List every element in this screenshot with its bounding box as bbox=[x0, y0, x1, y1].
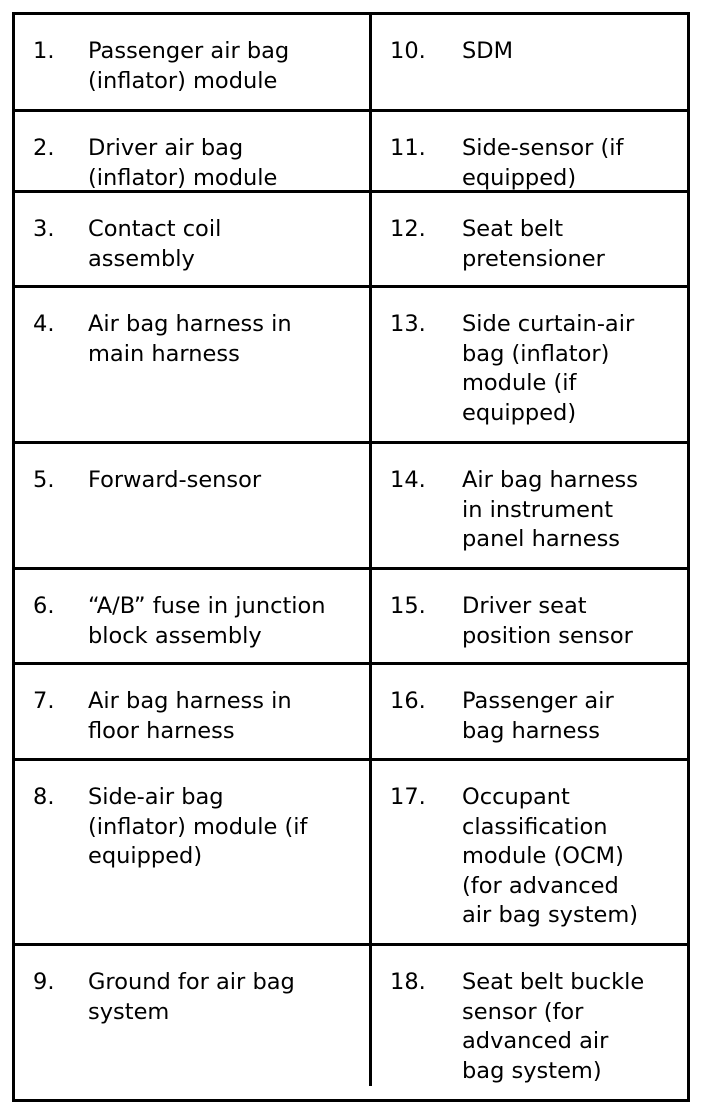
item-label: Forward-sensor bbox=[88, 467, 262, 493]
legend-cell-16 bbox=[372, 665, 687, 758]
item-label: Side-sensor (if equipped) bbox=[462, 135, 624, 191]
item-number: 11. bbox=[390, 135, 426, 161]
legend-cell-4 bbox=[15, 288, 372, 441]
legend-cell-11 bbox=[372, 112, 687, 190]
component-legend-table bbox=[12, 12, 690, 1102]
item-number: 9. bbox=[33, 969, 55, 995]
item-label: SDM bbox=[462, 38, 514, 64]
item-label: Occupant classification module (OCM) (for advanced air bag system) bbox=[462, 784, 639, 928]
legend-cell-5 bbox=[15, 444, 372, 567]
item-label: Passenger air bag harness bbox=[462, 688, 614, 744]
item-label: Passenger air bag (inflator) module bbox=[88, 38, 290, 94]
item-number: 6. bbox=[33, 593, 55, 619]
legend-cell-2 bbox=[15, 112, 372, 190]
item-label: Driver air bag (inflator) module bbox=[88, 135, 278, 191]
legend-cell-18 bbox=[372, 946, 687, 1086]
legend-row-5 bbox=[15, 444, 687, 570]
legend-cell-14 bbox=[372, 444, 687, 567]
legend-cell-6 bbox=[15, 570, 372, 662]
item-label: Driver seat position sensor bbox=[462, 593, 633, 649]
item-number: 16. bbox=[390, 688, 426, 714]
legend-cell-15 bbox=[372, 570, 687, 662]
item-number: 10. bbox=[390, 38, 426, 64]
legend-row-7 bbox=[15, 665, 687, 761]
legend-cell-10 bbox=[372, 15, 687, 109]
item-number: 4. bbox=[33, 311, 55, 337]
legend-cell-13 bbox=[372, 288, 687, 441]
item-label: Side curtain-air bag (inflator) module (if equipped) bbox=[462, 311, 635, 426]
item-label: Air bag harness in main harness bbox=[88, 311, 292, 367]
item-number: 15. bbox=[390, 593, 426, 619]
item-label: Air bag harness in floor harness bbox=[88, 688, 292, 744]
item-number: 8. bbox=[33, 784, 55, 810]
item-number: 13. bbox=[390, 311, 426, 337]
item-number: 1. bbox=[33, 38, 55, 64]
item-number: 3. bbox=[33, 216, 55, 242]
legend-row-8 bbox=[15, 761, 687, 946]
item-number: 5. bbox=[33, 467, 55, 493]
item-number: 17. bbox=[390, 784, 426, 810]
legend-cell-1 bbox=[15, 15, 372, 109]
legend-cell-3 bbox=[15, 193, 372, 285]
legend-cell-8 bbox=[15, 761, 372, 943]
legend-cell-7 bbox=[15, 665, 372, 758]
item-label: Seat belt pretensioner bbox=[462, 216, 605, 272]
legend-cell-12 bbox=[372, 193, 687, 285]
legend-cell-9 bbox=[15, 946, 372, 1086]
item-label: Ground for air bag system bbox=[88, 969, 295, 1025]
item-label: Seat belt buckle sensor (for advanced air bag system) bbox=[462, 969, 645, 1084]
legend-cell-17 bbox=[372, 761, 687, 943]
item-number: 2. bbox=[33, 135, 55, 161]
legend-row-2 bbox=[15, 112, 687, 193]
item-number: 14. bbox=[390, 467, 426, 493]
legend-row-1 bbox=[15, 15, 687, 112]
item-number: 18. bbox=[390, 969, 426, 995]
item-label: “A/B” fuse in junction block assembly bbox=[88, 593, 326, 649]
item-label: Air bag harness in instrument panel harness bbox=[462, 467, 639, 552]
item-label: Side-air bag (inflator) module (if equipped) bbox=[88, 784, 308, 869]
legend-row-6 bbox=[15, 570, 687, 665]
item-label: Contact coil assembly bbox=[88, 216, 222, 272]
legend-row-9 bbox=[15, 946, 687, 1086]
legend-row-4 bbox=[15, 288, 687, 444]
item-number: 12. bbox=[390, 216, 426, 242]
legend-row-3 bbox=[15, 193, 687, 288]
item-number: 7. bbox=[33, 688, 55, 714]
